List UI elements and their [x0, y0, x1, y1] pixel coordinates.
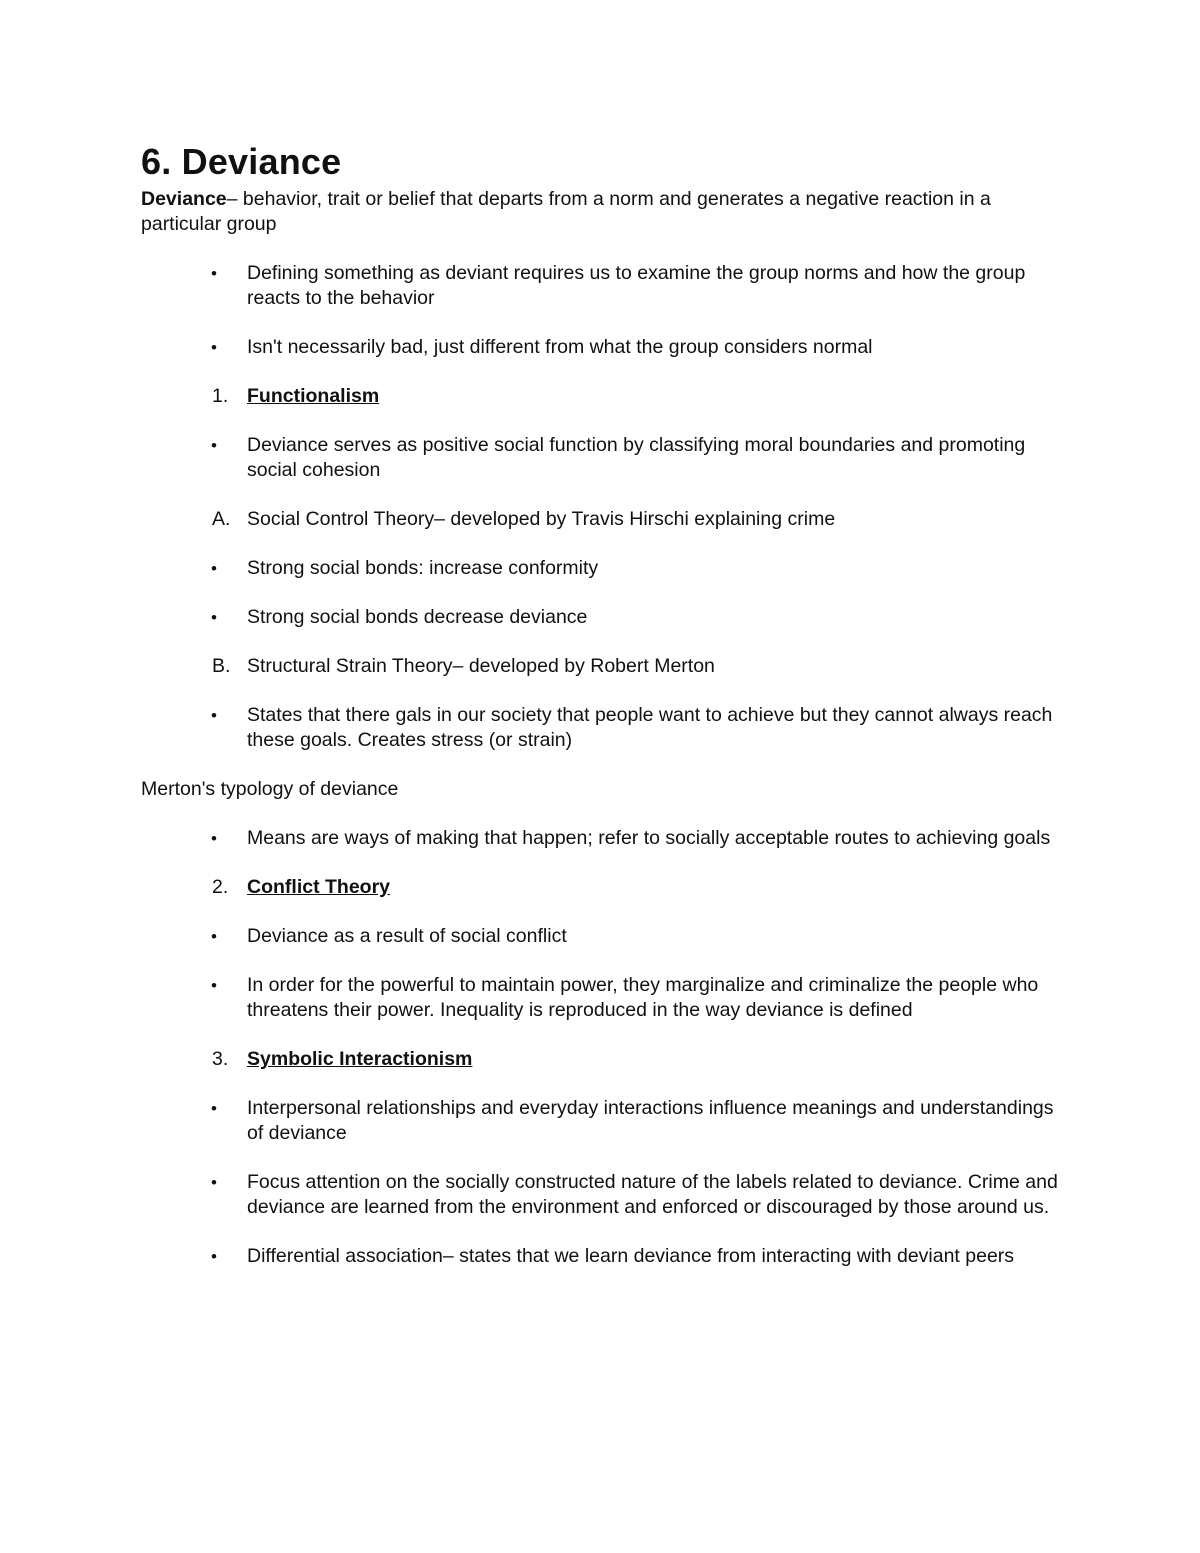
definition-term: Deviance: [141, 188, 227, 210]
bullet-item-text: In order for the powerful to maintain power, they marginalize and criminalize the people who threatens their power. Inequality is reproduced in the way deviance is defined: [247, 974, 1039, 1021]
merton-typology-paragraph: Merton's typology of deviance: [141, 778, 399, 800]
bullet-item: [141, 605, 1061, 630]
subsection-structural-strain-theory: [141, 654, 1061, 679]
bullet-item: [141, 433, 1061, 483]
bullet-item: [141, 826, 1061, 851]
bullet-item-text: Interpersonal relationships and everyday interactions influence meanings and understandings of deviance: [247, 1097, 1054, 1144]
bullet-item-text: Differential association– states that we learn deviance from interacting with deviant peers: [247, 1245, 1015, 1267]
definition-text: – behavior, trait or belief that departs from a norm and generates a negative reaction in a particular group: [141, 188, 991, 235]
bullet-item-text: Focus attention on the socially constructed nature of the labels related to deviance. Crime and deviance are learned from the environment and enforced or discouraged by those around us.: [247, 1171, 1058, 1218]
section-heading-text: Symbolic Interactionism: [247, 1048, 473, 1070]
section-heading-functionalism: [141, 384, 1061, 409]
section-number: 1.: [212, 385, 229, 407]
bullet-item: [141, 703, 1061, 753]
bullet-icon: •: [211, 608, 217, 627]
bullet-item: [141, 556, 1061, 581]
bullet-item: [141, 335, 1061, 360]
section-heading-text: Conflict Theory: [247, 876, 391, 898]
bullet-item-text: Deviance serves as positive social function by classifying moral boundaries and promoting social cohesion: [247, 434, 1026, 481]
bullet-icon: •: [211, 559, 217, 578]
bullet-icon: •: [211, 829, 217, 848]
bullet-item: [141, 261, 1061, 311]
document-title: 6. Deviance: [141, 141, 342, 182]
bullet-item-text: Strong social bonds decrease deviance: [247, 606, 588, 628]
bullet-icon: •: [211, 976, 217, 995]
bullet-item-text: Strong social bonds: increase conformity: [247, 557, 599, 579]
bullet-item: [141, 973, 1061, 1023]
section-number: 2.: [212, 876, 229, 898]
section-number: 3.: [212, 1048, 229, 1070]
bullet-item: [141, 1170, 1061, 1220]
bullet-icon: •: [211, 264, 217, 283]
section-heading-symbolic-interactionism: [141, 1047, 1061, 1072]
bullet-icon: •: [211, 436, 217, 455]
subsection-social-control-theory: [141, 507, 1061, 532]
bullet-item-text: Means are ways of making that happen; refer to socially acceptable routes to achieving goals: [247, 827, 1051, 849]
subsection-text: Social Control Theory– developed by Travis Hirschi explaining crime: [247, 508, 836, 530]
bullet-item: [141, 1244, 1061, 1269]
bullet-icon: •: [211, 1099, 217, 1118]
bullet-icon: •: [211, 927, 217, 946]
bullet-item-text: States that there gals in our society that people want to achieve but they cannot always reach these goals. Creates stress (or strain): [247, 704, 1053, 751]
bullet-item: [141, 924, 1061, 949]
section-heading-conflict-theory: [141, 875, 1061, 900]
document-page: [141, 140, 1061, 1269]
bullet-item: [141, 1096, 1061, 1146]
bullet-item-text: Isn't necessarily bad, just different from what the group considers normal: [247, 336, 873, 358]
deviance-definition: [141, 187, 1061, 237]
section-heading-text: Functionalism: [247, 385, 380, 407]
subsection-letter: A.: [212, 508, 231, 530]
subsection-letter: B.: [212, 655, 231, 677]
bullet-icon: •: [211, 706, 217, 725]
subsection-text: Structural Strain Theory– developed by Robert Merton: [247, 655, 715, 677]
bullet-icon: •: [211, 1247, 217, 1266]
bullet-item-text: Defining something as deviant requires us to examine the group norms and how the group reacts to the behavior: [247, 262, 1026, 309]
bullet-icon: •: [211, 338, 217, 357]
bullet-icon: •: [211, 1173, 217, 1192]
bullet-item-text: Deviance as a result of social conflict: [247, 925, 567, 947]
